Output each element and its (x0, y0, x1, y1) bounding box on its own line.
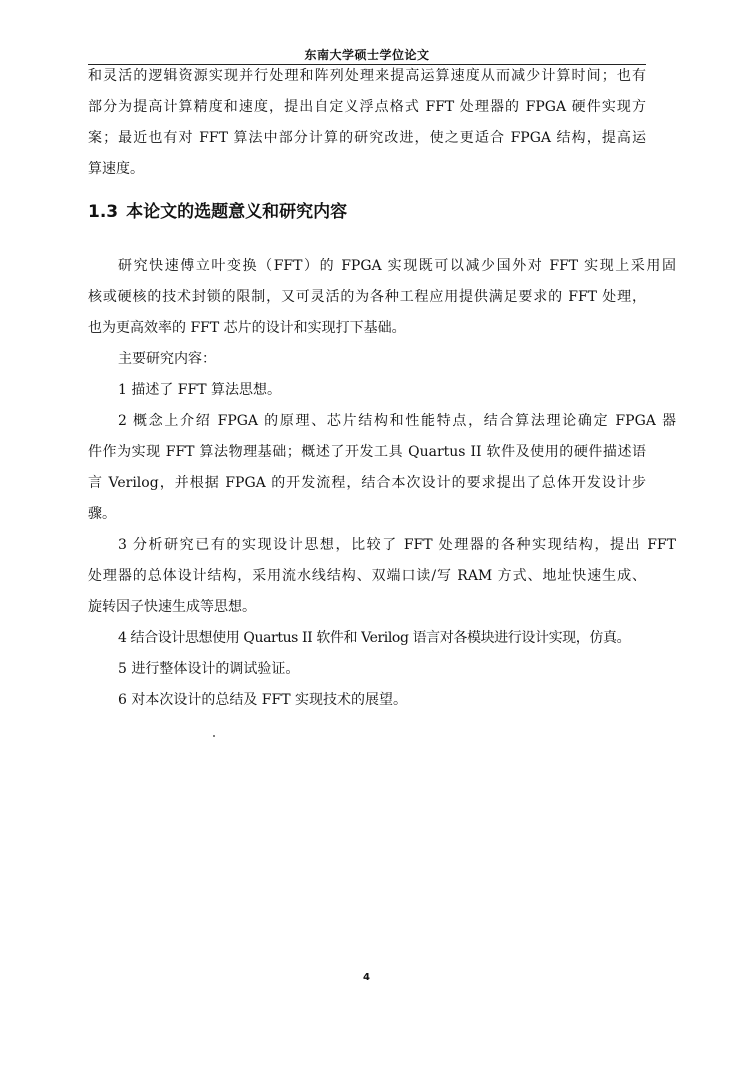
paragraph-line: 也为更高效率的 FFT 芯片的设计和实现打下基础。 (88, 320, 406, 336)
list-item-line: 旋转因子快速生成等思想。 (88, 599, 256, 615)
list-item: 4 结合设计思想使用 Quartus II 软件和 Verilog 语言对各模块进行设计实现，仿真。 (118, 630, 631, 646)
stray-dot (213, 735, 215, 737)
continuation-line: 案；最近也有对 FFT 算法中部分计算的研究改进，使之更适合 FPGA 结构，提高运 (88, 130, 646, 146)
list-item: 1 描述了 FFT 算法思想。 (118, 382, 282, 398)
list-item-line: 2 概念上介绍 FPGA 的原理、芯片结构和性能特点，结合算法理论确定 FPGA 器 (118, 413, 676, 429)
continuation-line: 算速度。 (88, 161, 144, 177)
list-item-line: 3 分析研究已有的实现设计思想，比较了 FFT 处理器的各种实现结构，提出 FFT (118, 537, 676, 553)
list-item-line: 件作为实现 FFT 算法物理基础；概述了开发工具 Quartus II 软件及使用的硬件描述语 (88, 444, 646, 460)
list-item: 5 进行整体设计的调试验证。 (118, 661, 300, 677)
list-item-line: 处理器的总体设计结构，采用流水线结构、双端口读/写 RAM 方式、地址快速生成、 (88, 568, 646, 584)
page-number: 4 (363, 972, 370, 983)
header-rule (88, 64, 646, 65)
list-item-line: 言 Verilog，并根据 FPGA 的开发流程，结合本次设计的要求提出了总体开发设计步 (88, 475, 646, 491)
section-title: 本论文的选题意义和研究内容 (126, 202, 348, 222)
paragraph-line: 研究快速傅立叶变换（FFT）的 FPGA 实现既可以减少国外对 FFT 实现上采用固 (118, 258, 676, 274)
continuation-line: 和灵活的逻辑资源实现并行处理和阵列处理来提高运算速度从而减少计算时间；也有 (88, 68, 646, 84)
running-header: 东南大学硕士学位论文 (304, 48, 430, 62)
content-intro: 主要研究内容： (118, 351, 216, 367)
section-heading (88, 200, 347, 224)
paragraph-line: 核或硬核的技术封锁的限制，又可灵活的为各种工程应用提供满足要求的 FFT 处理， (88, 289, 646, 305)
list-item: 6 对本次设计的总结及 FFT 实现技术的展望。 (118, 692, 408, 708)
list-item-line: 骤。 (88, 506, 116, 522)
continuation-line: 部分为提高计算精度和速度，提出自定义浮点格式 FFT 处理器的 FPGA 硬件实现方 (88, 99, 646, 115)
section-number: 1.3 (88, 202, 119, 222)
